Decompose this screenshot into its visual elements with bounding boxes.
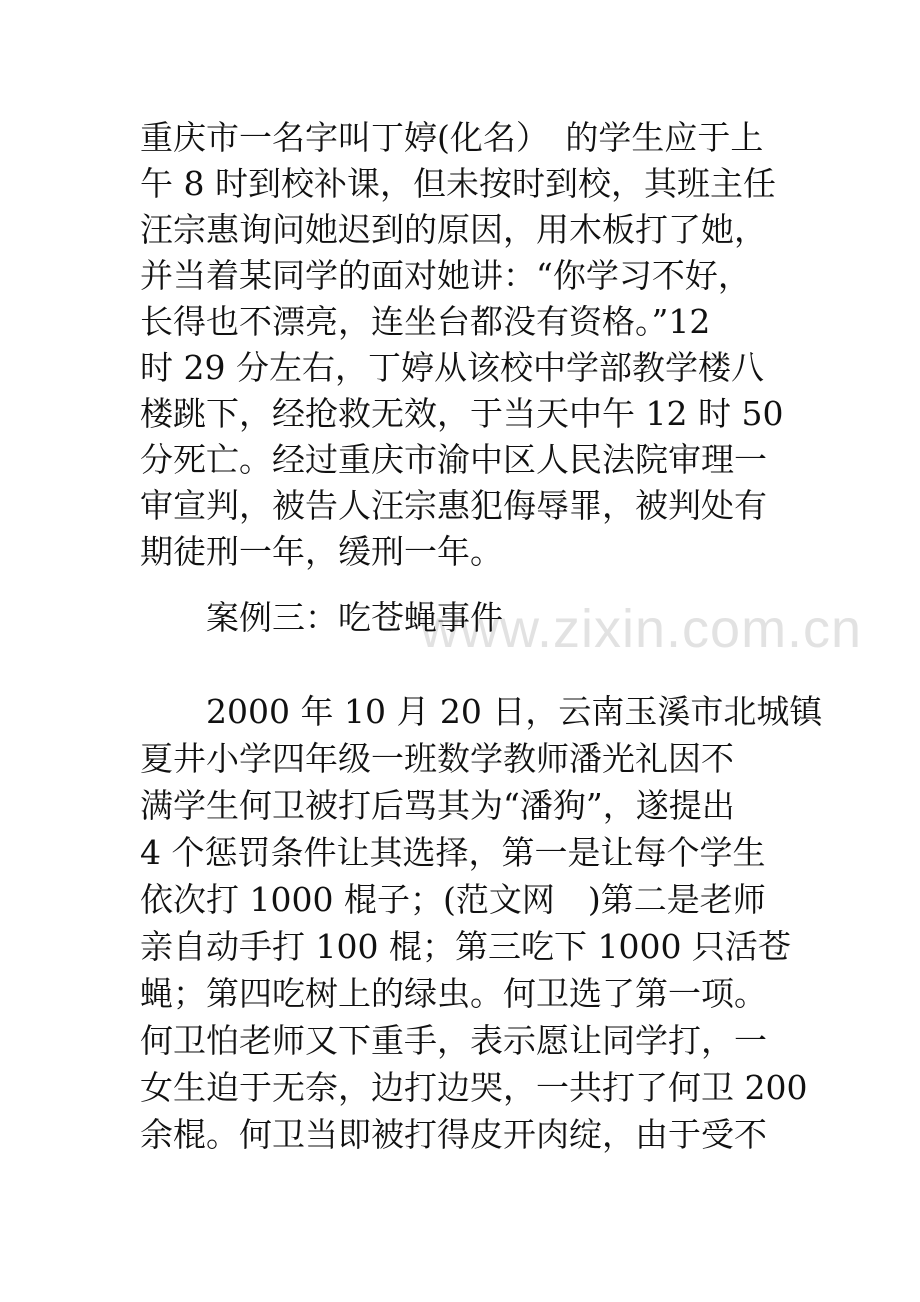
text-line: 依次打 1000 棍子；(范文网 )第二是老师	[140, 880, 766, 919]
text-line: 4 个惩罚条件让其选择，第一是让每个学生	[140, 833, 766, 872]
text-line: 汪宗惠询问她迟到的原因，用木板打了她，	[140, 210, 767, 249]
section-heading: 案例三：吃苍蝇事件	[206, 598, 503, 637]
text-line: 亲自动手打 100 棍；第三吃下 1000 只活苍	[140, 927, 791, 966]
text-line: 重庆市一名字叫丁婷(化名） 的学生应于上	[140, 118, 764, 157]
text-line: 满学生何卫被打后骂其为“潘狗”，遂提出	[140, 786, 735, 825]
text-line: 余棍。何卫当即被打得皮开肉绽，由于受不	[140, 1115, 767, 1154]
text-line: 长得也不漂亮，连坐台都没有资格。”12	[140, 302, 711, 341]
text-line: 何卫怕老师又下重手，表示愿让同学打，一	[140, 1021, 767, 1060]
text-line: 楼跳下，经抢救无效，于当天中午 12 时 50	[140, 394, 784, 433]
text-line: 时 29 分左右，丁婷从该校中学部教学楼八	[140, 348, 764, 387]
text-line: 分死亡。经过重庆市渝中区人民法院审理一	[140, 440, 767, 479]
watermark: www.zixin.com.cn	[420, 599, 863, 659]
text-line: 夏井小学四年级一班数学教师潘光礼因不	[140, 739, 734, 778]
text-line: 午 8 时到校补课，但未按时到校，其班主任	[140, 164, 776, 203]
text-line: 并当着某同学的面对她讲：“你学习不好，	[140, 256, 751, 295]
text-line: 蝇；第四吃树上的绿虫。何卫选了第一项。	[140, 974, 767, 1013]
text-line: 2000 年 10 月 20 日，云南玉溪市北城镇	[206, 692, 823, 731]
text-line: 期徒刑一年，缓刑一年。	[140, 532, 503, 571]
text-line: 审宣判，被告人汪宗惠犯侮辱罪，被判处有	[140, 486, 767, 525]
text-line: 女生迫于无奈，边打边哭，一共打了何卫 200	[140, 1068, 808, 1107]
